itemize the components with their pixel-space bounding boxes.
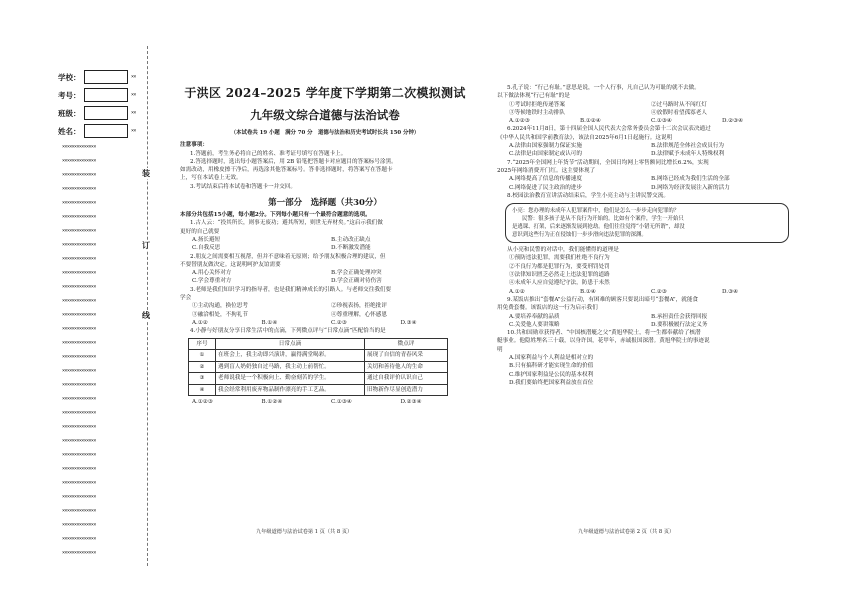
- statement: ③融洽相处，不拘礼节: [192, 311, 248, 318]
- binding-cross-row: ××××××××××××××: [62, 256, 96, 262]
- notes-item: 1.答题前，考生务必将自己的姓名、准考证号填写在答题卡上。: [190, 150, 347, 157]
- question-text: 7.“2025年全国网上年货节”活动期间，全国日均网上零售额同比增长6.2%，实现: [507, 159, 709, 166]
- option-a: A.法律由国家强制力保证实施: [509, 143, 582, 150]
- statement: ③法律知识匮乏必然走上违法犯罪的道路: [509, 272, 610, 279]
- question-text: 1.古人云：“投其所长，则事无废功；避其所短，则世无弃材矣。”这启示我们做: [190, 220, 383, 227]
- binding-cross-row: ××××××××××××××: [62, 200, 96, 206]
- option-a: A.用心关怀对方: [192, 270, 232, 277]
- question-text: 更好的自己就要: [180, 228, 220, 235]
- question-text: 2.朋友之间需要相互视帮，但并不意味着无原则；给予朋友积极合理的建议，但: [190, 253, 386, 260]
- table-cell: 展现了自信的青春风采: [365, 350, 448, 362]
- binding-cross-row: ××××××××××××××: [62, 396, 96, 402]
- statement: ③等候地铁时主动排队: [509, 109, 565, 116]
- class-input[interactable]: [84, 106, 128, 120]
- question-1: [180, 219, 470, 252]
- statement: ①考试时拒绝传递答案: [509, 101, 565, 108]
- binding-cross-row: ××××××××××××××: [62, 340, 96, 346]
- option-c: C.学会尊重对方: [192, 278, 232, 285]
- binding-cross-row: ××××××××××××××: [62, 354, 96, 360]
- options: [497, 288, 793, 296]
- question-10: [497, 329, 793, 387]
- option-d: D.网络为经济发展注入新的活力: [651, 184, 730, 191]
- binding-cross-row: ××××××××××××××: [62, 536, 96, 542]
- binding-cross-row: ××××××××××××××: [62, 466, 96, 472]
- class-field: [58, 104, 136, 122]
- question-text: 6.2024年11月8日，第十四届全国人民代表大会常务委员会第十二次会议表决通过: [507, 126, 711, 133]
- option-a: A.①②③: [192, 399, 213, 406]
- exam-title: 于洪区 2024–2025 学年度下学期第二次模拟测试: [184, 86, 466, 100]
- table-cell: 在班会上，我主动即兴演讲，赢得满堂喝彩。: [216, 350, 365, 362]
- options: [497, 354, 793, 387]
- statements: [497, 101, 793, 109]
- options: [180, 319, 470, 327]
- table-cell: ①: [189, 350, 216, 362]
- binding-cross-row: ××××××××××××××: [62, 508, 96, 514]
- exam-subtitle: 九年级文综合道德与法治试卷: [250, 108, 400, 122]
- question-text: 学会: [180, 295, 192, 302]
- option-c: C.法律是由国家制定或认可的: [509, 151, 582, 158]
- table-row: [189, 384, 448, 396]
- option-d: D.不断激发潜能: [331, 245, 371, 252]
- table-row: [189, 350, 448, 362]
- statement: ④未成年人应自觉遵纪守法，防患于未然: [509, 280, 610, 287]
- table-cell: ④: [189, 384, 216, 396]
- question-text: 艇事业。他隐姓埋名三十载，以身许国，花甲年，赤诚报国深潜。黄旭华院士的事迹说: [497, 338, 710, 345]
- question-text: 5.孔子说：“行己有耻。”意思是说，一个人行事，凡自己认为可耻的就不去做。: [507, 85, 700, 91]
- statements: [497, 109, 793, 117]
- statements: [180, 302, 470, 310]
- school-label: 学校：: [58, 72, 81, 82]
- name-label: 姓名：: [58, 126, 81, 136]
- cut-label-xian: 线: [142, 310, 150, 320]
- table-header: 序号: [189, 338, 216, 350]
- statement: ①预防违法犯罪，需要我们杜绝不良行为: [509, 255, 610, 262]
- dialog-line: 意识到这些行为正在侵蚀们一步步滑向违法犯罪的深渊。: [512, 232, 647, 239]
- options: [497, 184, 793, 192]
- binding-cross-row: ××××××××××××××: [62, 214, 96, 220]
- option-b: B.法律规范全体社会成员行为: [651, 143, 725, 150]
- binding-cross-row: ××××××××××××××: [62, 452, 96, 458]
- option-c: C.②③: [331, 319, 347, 326]
- binding-cross-row: ××××××××××××××: [62, 368, 96, 374]
- binding-cross-row: ××××××××××××××: [62, 480, 96, 486]
- page-footer-right: 九年级道德与法治试卷第 2 页（共 8 页）: [578, 529, 675, 535]
- question-text: 9.某饭店推出“套餐A”公益行动，有困难的顾客只要说出暗号“套餐A”，就能食: [507, 296, 699, 303]
- statement: ②珍视表扬，拒绝批评: [331, 303, 387, 310]
- options: [497, 142, 793, 150]
- dialog-box: [505, 203, 789, 243]
- question-2: [180, 253, 470, 286]
- x-mark: ××: [131, 110, 136, 116]
- table-header: 微点评: [365, 338, 448, 350]
- table-cell: 我会经常利用废弃物品制作漂亮的手工艺品。: [216, 384, 365, 396]
- question-text: 2025年网络消费开门红。这主要体现了: [497, 167, 596, 174]
- binding-cross-row: ××××××××××××××: [62, 270, 96, 276]
- binding-cross-row: ××××××××××××××: [62, 298, 96, 304]
- page-footer-left: 九年级道德与法治试卷第 1 页（共 8 页）: [256, 529, 353, 535]
- table-header: 日常点滴: [216, 338, 365, 350]
- question-text: 明: [497, 346, 503, 353]
- option-a: A.国家利益与个人利益是相对立的: [509, 355, 594, 362]
- options: [497, 313, 793, 321]
- options: [180, 244, 470, 252]
- dialog-line: 是逃课、打架，后来逐渐发展到抢劫。他们往往觉得“小错无所谓”，却没: [512, 224, 685, 231]
- option-d: D.我们要始终把国家利益放在首位: [509, 379, 594, 386]
- binding-cross-row: ××××××××××××××: [62, 158, 96, 164]
- options: [180, 277, 470, 285]
- question-8: [497, 192, 793, 296]
- question-text: 《中华人民共和国学前教育法》，该法自2025年6月1日起施行。这说明: [497, 134, 673, 141]
- statement: ①主动沟通，换位思考: [192, 303, 248, 310]
- notes-item: 3.考试结束后将本试卷和答题卡一并交回。: [190, 183, 297, 190]
- table-row: [189, 361, 448, 373]
- option-b: B.承担责任会获得回报: [651, 313, 708, 320]
- option-b: B.网络已经成为我们生活的全部: [651, 176, 730, 183]
- statement: ④放假时看望孤寡老人: [651, 109, 707, 116]
- binding-cross-row: ××××××××××××××: [62, 438, 96, 444]
- statement: ②过马路时从不闯红灯: [651, 101, 707, 108]
- option-c: C.关爱他人要讲策略: [509, 321, 560, 328]
- notes-item: 2.答选择题时，选出每小题答案后，用 2B 铅笔把答题卡对应题目的答案标号涂黑。: [190, 158, 397, 165]
- options: [497, 175, 793, 183]
- options: [497, 117, 793, 125]
- question-text: 8.校园法治教育宣讲活动结束后，学生小亮主动与主讲民警交流。: [507, 192, 669, 199]
- option-b: B.主动改正缺点: [331, 236, 371, 243]
- options: [497, 150, 793, 158]
- question-text: 从小亮和民警的对话中，我们能懂得的道理是: [507, 247, 619, 254]
- option-b: B.学会正确处理冲突: [331, 270, 382, 277]
- exam-number-label: 考号：: [58, 90, 81, 100]
- question-text: 4.小静与好朋友分享日常生活中的点滴，下列微点评与“日常点滴”匹配恰当的是: [190, 328, 386, 335]
- question-9: [497, 296, 793, 329]
- option-b: B.①②④: [580, 118, 601, 125]
- dialog-line: 民警：很多孩子是从不良行为开始的。比如有个案件，学生一开始只: [522, 216, 684, 223]
- dialog-line: 小亮：您办理的未成年人犯罪案件中，他们是怎么一步步走向犯罪的？: [512, 208, 680, 215]
- option-d: D.③④: [400, 319, 417, 326]
- statement: ②不良行为都是犯罪行为，要受刑罚处罚: [509, 263, 610, 270]
- binding-cross-row: ××××××××××××××: [62, 522, 96, 528]
- x-mark: ××: [131, 128, 136, 134]
- table-cell: 通过自我评价认识自己: [365, 373, 448, 385]
- option-a: A.网络提高了信息的传播速度: [509, 176, 582, 183]
- table-cell: ②: [189, 361, 216, 373]
- binding-line: [147, 46, 148, 566]
- binding-cross-row: ××××××××××××××: [62, 410, 96, 416]
- option-d: D.法律赋予未成年人特殊权利: [651, 151, 725, 158]
- option-c: C.自我反思: [192, 245, 221, 252]
- binding-cross-row: ××××××××××××××: [62, 550, 96, 556]
- binding-cross-row: ××××××××××××××: [62, 326, 96, 332]
- binding-cross-rows: [62, 140, 142, 560]
- table-header-row: [189, 338, 448, 350]
- binding-cross-row: ××××××××××××××: [62, 382, 96, 388]
- question-text: 以下做法体现“行己有耻”的是: [497, 93, 570, 100]
- statements: [497, 254, 793, 287]
- student-info-fields: [58, 68, 136, 140]
- notes-heading: 注意事项：: [180, 142, 208, 149]
- question-text: 3.老师是我们知识学习的指导者，也是我们精神成长的引路人。与老师交往我们要: [190, 286, 392, 293]
- table-row: [189, 373, 448, 385]
- options: [180, 269, 470, 277]
- cut-label-zhuang: 装: [142, 168, 150, 178]
- option-a: A.①②: [192, 319, 208, 326]
- option-b: B.①④: [261, 319, 278, 326]
- options: [180, 398, 470, 406]
- option-d: D.②③④: [722, 118, 744, 125]
- x-mark: ××: [131, 74, 136, 80]
- daily-life-table: [188, 338, 448, 397]
- options: [180, 236, 470, 244]
- question-6: [497, 125, 793, 158]
- option-b: B.只有搞科研才能实现生命的价值: [509, 363, 594, 370]
- binding-cross-row: ××××××××××××××: [62, 144, 96, 150]
- question-7: [497, 159, 793, 192]
- question-text: 不要替朋友做决定。这说明呵护友谊需要: [180, 261, 281, 268]
- option-c: C.①③④: [331, 399, 352, 406]
- option-a: A.①②: [509, 288, 525, 295]
- binding-cross-row: ××××××××××××××: [62, 494, 96, 500]
- option-c: C.网络促进了民主政治的进步: [509, 184, 582, 191]
- table-cell: 遇到盲人奶奶独自过马路，我主动上前帮忙。: [216, 361, 365, 373]
- school-field: [58, 68, 136, 86]
- exam-number-field: [58, 86, 136, 104]
- table-cell: 老师说我是一个积极向上、勤奋刻苦的学生。: [216, 373, 365, 385]
- cut-label-ding: 订: [142, 240, 150, 250]
- option-d: D.学会正确对待伤害: [331, 278, 382, 285]
- binding-cross-row: ××××××××××××××: [62, 312, 96, 318]
- question-text: 10.共和国勋章获得者、“中国核潜艇之父”黄旭华院士，将一生都奉献给了核潜: [507, 330, 701, 337]
- option-d: D.③④: [722, 288, 739, 295]
- notes-item: 如需改动，用橡皮擦干净后，再选涂其他答案标号。答非选择题时，将答案写在答题卡: [180, 167, 393, 174]
- part1-heading: 第一部分 选择题（共30分）: [268, 198, 382, 209]
- notes: [180, 141, 470, 191]
- part1-intro: 本部分共包括15小题，每小题2分。下列每小题只有一个最符合题意的选项。: [180, 212, 371, 219]
- notes-item: 上，写在本试卷上无效。: [180, 175, 242, 182]
- exam-number-input[interactable]: [84, 88, 128, 102]
- statement: ④尊重理解，心怀感恩: [331, 311, 387, 318]
- option-d: D.②③④: [400, 399, 422, 406]
- school-input[interactable]: [84, 70, 128, 84]
- binding-cross-row: ××××××××××××××: [62, 172, 96, 178]
- option-a: A.①②③: [509, 118, 530, 125]
- options: [497, 321, 793, 329]
- exam-meta: （本试卷共 19 小题 满分 70 分 道德与法治和历史考试时长共 150 分钟）: [230, 130, 420, 136]
- binding-cross-row: ××××××××××××××: [62, 186, 96, 192]
- option-c: C.维护国家利益是公民的基本权利: [509, 371, 594, 378]
- option-b: B.①④: [580, 288, 596, 295]
- question-3: [180, 286, 470, 327]
- right-page: [497, 84, 793, 387]
- binding-cross-row: ××××××××××××××: [62, 284, 96, 290]
- binding-cross-row: ××××××××××××××: [62, 228, 96, 234]
- statements: [180, 311, 470, 319]
- table-cell: 关切和善待他人的生命: [365, 361, 448, 373]
- option-a: A.要培养奉献的品质: [509, 313, 560, 320]
- question-5: [497, 84, 793, 125]
- option-c: C.②③: [651, 288, 667, 295]
- binding-cross-row: ××××××××××××××: [62, 424, 96, 430]
- binding-cross-row: ××××××××××××××: [62, 242, 96, 248]
- option-d: D.要积极履行法定义务: [651, 321, 708, 328]
- option-a: A.扬长避短: [192, 236, 221, 243]
- class-label: 班级：: [58, 108, 81, 118]
- table-cell: 旧物新作尽显创造潜力: [365, 384, 448, 396]
- question-text: 用免费套餐。该饭店的这一行为启示我们: [497, 305, 598, 312]
- option-b: B.①②④: [261, 399, 283, 406]
- name-field: [58, 122, 136, 140]
- table-cell: ③: [189, 373, 216, 385]
- option-c: C.①③④: [651, 118, 672, 125]
- x-mark: ××: [131, 92, 136, 98]
- name-input[interactable]: [84, 124, 128, 138]
- left-page: [180, 84, 470, 406]
- question-4: [180, 327, 470, 406]
